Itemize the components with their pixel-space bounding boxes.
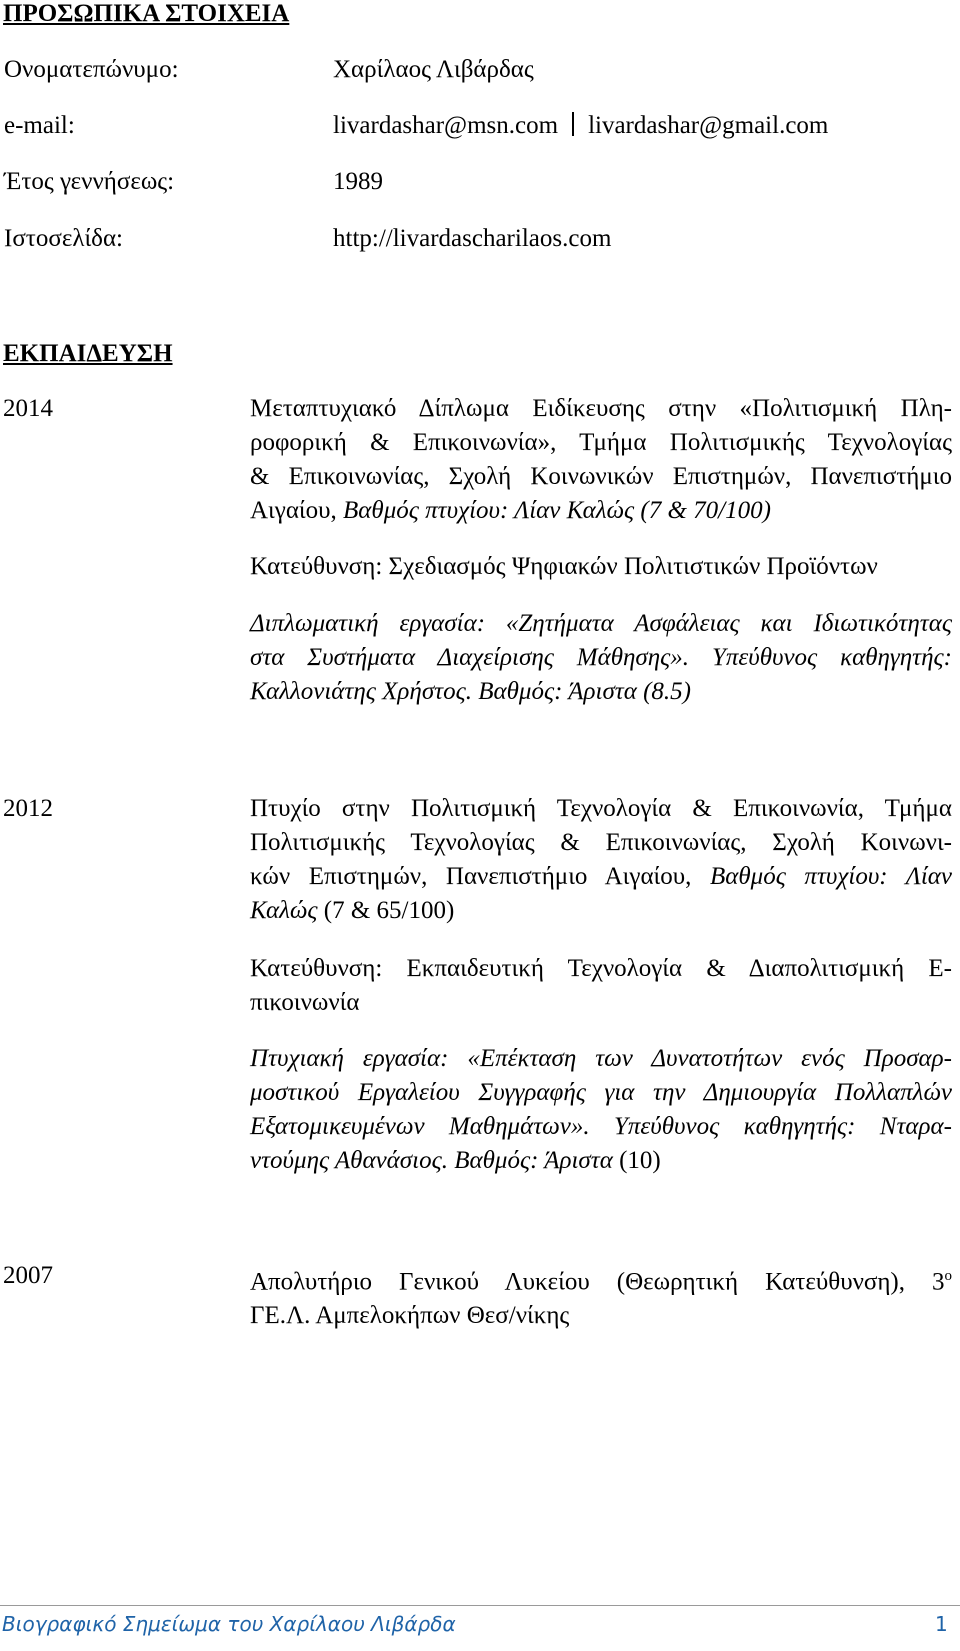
entry-year-2014: 2014 bbox=[3, 395, 53, 422]
direction-text: Κατεύθυνση: Σχεδιασμός Ψηφιακών Πολιτιστικών Προϊόντων bbox=[250, 553, 878, 580]
university-text: Αιγαίου, bbox=[250, 497, 344, 524]
education-heading: ΕΚΠΑΙΔΕΥΣΗ bbox=[3, 340, 173, 367]
thesis-line: μοστικού Εργαλείου Συγγραφής για την Δημιουργία Πολλαπλών bbox=[250, 1079, 952, 1106]
description-line bbox=[250, 894, 952, 928]
grade-text: Καλώς bbox=[250, 897, 318, 924]
direction-line: πικοινωνία bbox=[250, 989, 360, 1016]
website-value[interactable]: http://livardascharilaos.com bbox=[333, 225, 612, 252]
description-line: Μεταπτυχιακό Δίπλωμα Ειδίκευσης στην «Πολιτισμική Πλη- bbox=[250, 395, 952, 422]
direction-line: Κατεύθυνση: Εκπαιδευτική Τεχνολογία & Διαπολιτισμική Ε- bbox=[250, 955, 952, 982]
description-line: Πτυχίο στην Πολιτισμική Τεχνολογία & Επικοινωνία, Τμήμα bbox=[250, 795, 952, 822]
grade-text: Βαθμός πτυχίου: Λίαν Καλώς (7 & 70/100) bbox=[343, 497, 771, 524]
description-line: ροφορική & Επικοινωνία», Τμήμα Πολιτισμικής Τεχνολογίας bbox=[250, 429, 952, 456]
name-label: Ονοματεπώνυμο: bbox=[4, 56, 179, 83]
thesis-line: στα Συστήματα Διαχείρισης Μάθησης». Υπεύθυνος καθηγητής: bbox=[250, 644, 952, 671]
entry-2012-direction bbox=[250, 952, 952, 1020]
description-line bbox=[250, 860, 952, 894]
ordinal-superscript: ο bbox=[944, 1268, 952, 1284]
birth-value: 1989 bbox=[333, 168, 383, 195]
footer-page-number: 1 bbox=[935, 1612, 948, 1636]
birth-label: Έτος γεννήσεως: bbox=[4, 168, 175, 195]
university-text: κών Επιστημών, Πανεπιστήμιο Αιγαίου, bbox=[250, 863, 710, 890]
supervisor-grade: ντούμης Αθανάσιος. Βαθμός: Άριστα bbox=[250, 1147, 613, 1174]
personal-heading: ΠΡΟΣΩΠΙΚΑ ΣΤΟΙΧΕΙΑ bbox=[3, 0, 290, 27]
entry-year-2012: 2012 bbox=[3, 795, 53, 822]
grade-label: Βαθμός πτυχίου: Λίαν bbox=[709, 863, 952, 890]
thesis-line: Εξατομικευμένων Μαθημάτων». Υπεύθυνος καθηγητής: Νταρα- bbox=[250, 1113, 952, 1140]
email-secondary[interactable]: livardashar@gmail.com bbox=[588, 112, 829, 139]
name-value: Χαρίλαος Λιβάρδας bbox=[333, 56, 534, 83]
thesis-line: Καλλονιάτης Χρήστος. Βαθμός: Άριστα (8.5) bbox=[250, 678, 691, 705]
email-separator bbox=[572, 112, 574, 136]
description-line: Πολιτισμικής Τεχνολογίας & Επικοινωνίας, Σχολή Κοινωνι- bbox=[250, 829, 952, 856]
diploma-text: Απολυτήριο Γενικού Λυκείου (Θεωρητική Κατεύθυνση), 3 bbox=[250, 1268, 945, 1296]
thesis-line bbox=[250, 1144, 952, 1178]
entry-2014-direction bbox=[250, 550, 952, 584]
thesis-line: Πτυχιακή εργασία: «Επέκταση των Δυνατοτήτων ενός Προσαρ- bbox=[250, 1045, 952, 1072]
entry-2012-description bbox=[250, 792, 952, 928]
description-line bbox=[250, 1259, 952, 1299]
entry-2007-description bbox=[250, 1259, 952, 1333]
footer-divider bbox=[0, 1605, 960, 1606]
website-label: Ιστοσελίδα: bbox=[4, 225, 123, 252]
email-label: e-mail: bbox=[4, 112, 75, 139]
entry-year-2007: 2007 bbox=[3, 1262, 53, 1289]
description-line: ΓΕ.Λ. Αμπελοκήπων Θεσ/νίκης bbox=[250, 1302, 570, 1330]
entry-2014-thesis bbox=[250, 607, 952, 709]
description-line bbox=[250, 494, 952, 528]
grade-value: (7 & 65/100) bbox=[317, 897, 455, 924]
email-values bbox=[333, 112, 828, 140]
entry-2012-thesis bbox=[250, 1042, 952, 1178]
description-line: & Επικοινωνίας, Σχολή Κοινωνικών Επιστημών, Πανεπιστήμιο bbox=[250, 463, 952, 490]
email-primary[interactable]: livardashar@msn.com bbox=[333, 112, 559, 139]
grade-value: (10) bbox=[612, 1147, 661, 1174]
footer-title: Βιογραφικό Σημείωμα του Χαρίλαου Λιβάρδα bbox=[2, 1612, 456, 1636]
entry-2014-description bbox=[250, 392, 952, 528]
thesis-line: Διπλωματική εργασία: «Ζητήματα Ασφάλειας και Ιδιωτικότητας bbox=[250, 610, 952, 637]
